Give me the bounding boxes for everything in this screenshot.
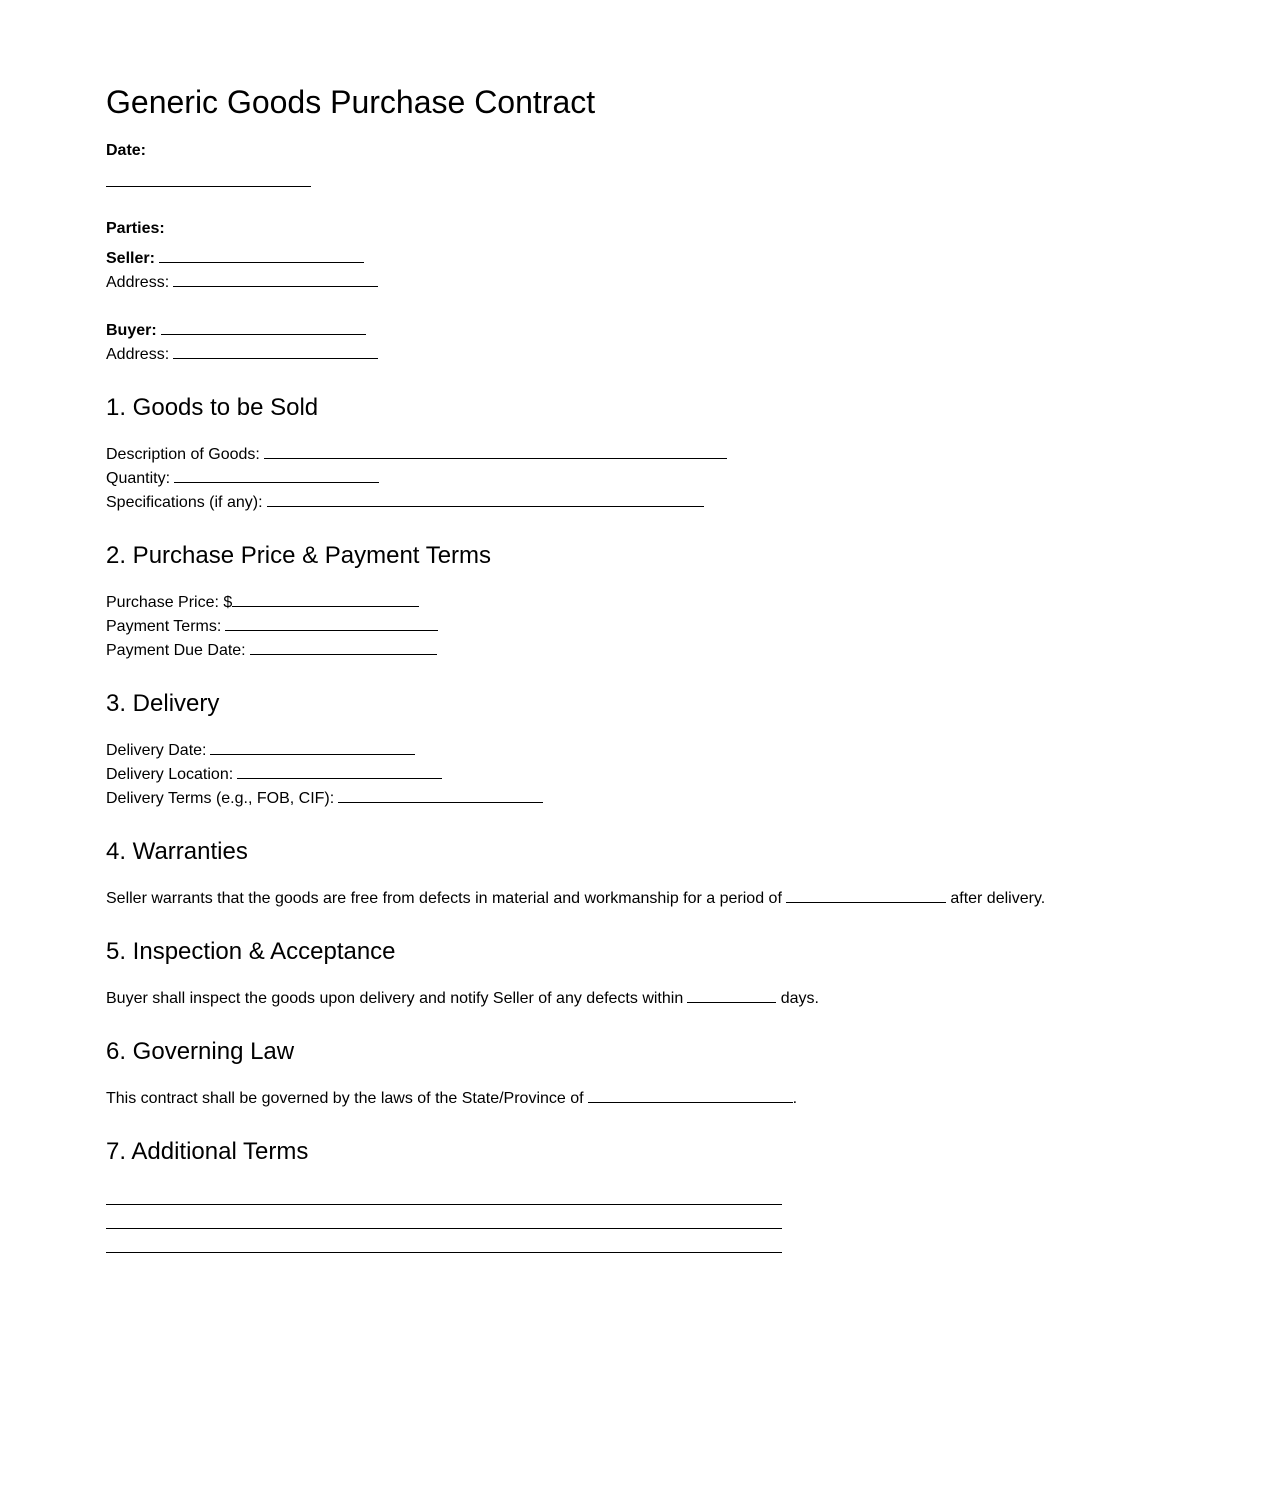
buyer-address-label: Address: bbox=[106, 346, 170, 363]
payment-terms-row bbox=[106, 616, 438, 637]
additional-terms-line-3[interactable] bbox=[106, 1252, 782, 1253]
field-label: Payment Terms: bbox=[106, 618, 222, 635]
warranty-text bbox=[106, 888, 1045, 909]
governing-law-text-after: . bbox=[792, 1090, 798, 1107]
buyer-blank[interactable] bbox=[161, 320, 366, 335]
payment-due-date-row bbox=[106, 640, 437, 661]
section-inspection-heading: 5. Inspection & Acceptance bbox=[106, 938, 396, 965]
inspection-text bbox=[106, 988, 819, 1009]
field-label: Delivery Location: bbox=[106, 766, 234, 783]
date-label: Date: bbox=[106, 142, 147, 159]
quantity-row bbox=[106, 468, 379, 489]
delivery-date-row bbox=[106, 740, 415, 761]
field-label: Delivery Date: bbox=[106, 742, 207, 759]
seller-row bbox=[106, 248, 364, 269]
section-price-heading: 2. Purchase Price & Payment Terms bbox=[106, 542, 492, 569]
section-delivery-heading: 3. Delivery bbox=[106, 690, 220, 717]
field-label: Purchase Price: $ bbox=[106, 594, 233, 611]
delivery-location-row bbox=[106, 764, 442, 785]
payment-terms-blank[interactable] bbox=[225, 616, 438, 631]
specifications-blank[interactable] bbox=[267, 492, 704, 507]
delivery-terms-row bbox=[106, 788, 543, 809]
delivery-location-blank[interactable] bbox=[237, 764, 442, 779]
inspection-text-before: Buyer shall inspect the goods upon delivery and notify Seller of any defects within bbox=[106, 990, 684, 1007]
purchase-price-row bbox=[106, 592, 419, 613]
delivery-date-blank[interactable] bbox=[210, 740, 415, 755]
buyer-address-row bbox=[106, 344, 378, 365]
goods-description-blank[interactable] bbox=[264, 444, 727, 459]
buyer-row bbox=[106, 320, 366, 341]
section-governing-law-heading: 6. Governing Law bbox=[106, 1038, 295, 1065]
date-blank-line[interactable] bbox=[106, 186, 311, 187]
jurisdiction-blank[interactable] bbox=[588, 1088, 793, 1103]
parties-heading: Parties: bbox=[106, 220, 165, 237]
governing-law-text bbox=[106, 1088, 797, 1109]
warranty-text-before: Seller warrants that the goods are free from defects in material and workmanship for a period of bbox=[106, 890, 782, 907]
field-label: Specifications (if any): bbox=[106, 494, 263, 511]
goods-description-row bbox=[106, 444, 727, 465]
document-title: Generic Goods Purchase Contract bbox=[106, 84, 596, 120]
specifications-row bbox=[106, 492, 704, 513]
seller-label: Seller: bbox=[106, 250, 155, 267]
purchase-price-blank[interactable] bbox=[232, 592, 419, 607]
seller-address-label: Address: bbox=[106, 274, 170, 291]
buyer-address-blank[interactable] bbox=[173, 344, 378, 359]
warranty-text-after: after delivery. bbox=[950, 890, 1046, 907]
additional-terms-line-2[interactable] bbox=[106, 1228, 782, 1229]
warranty-period-blank[interactable] bbox=[786, 888, 946, 903]
inspection-text-after: days. bbox=[780, 990, 819, 1007]
inspection-days-blank[interactable] bbox=[687, 988, 776, 1003]
seller-address-blank[interactable] bbox=[173, 272, 378, 287]
payment-due-date-blank[interactable] bbox=[250, 640, 437, 655]
field-label: Payment Due Date: bbox=[106, 642, 246, 659]
buyer-label: Buyer: bbox=[106, 322, 157, 339]
governing-law-text-before: This contract shall be governed by the laws of the State/Province of bbox=[106, 1090, 584, 1107]
section-warranties-heading: 4. Warranties bbox=[106, 838, 248, 865]
section-goods-heading: 1. Goods to be Sold bbox=[106, 394, 319, 421]
section-additional-terms-heading: 7. Additional Terms bbox=[106, 1138, 309, 1165]
quantity-blank[interactable] bbox=[174, 468, 379, 483]
seller-address-row bbox=[106, 272, 378, 293]
field-label: Description of Goods: bbox=[106, 446, 260, 463]
seller-blank[interactable] bbox=[159, 248, 364, 263]
field-label: Quantity: bbox=[106, 470, 171, 487]
additional-terms-line-1[interactable] bbox=[106, 1204, 782, 1205]
field-label: Delivery Terms (e.g., FOB, CIF): bbox=[106, 790, 335, 807]
delivery-terms-blank[interactable] bbox=[338, 788, 543, 803]
